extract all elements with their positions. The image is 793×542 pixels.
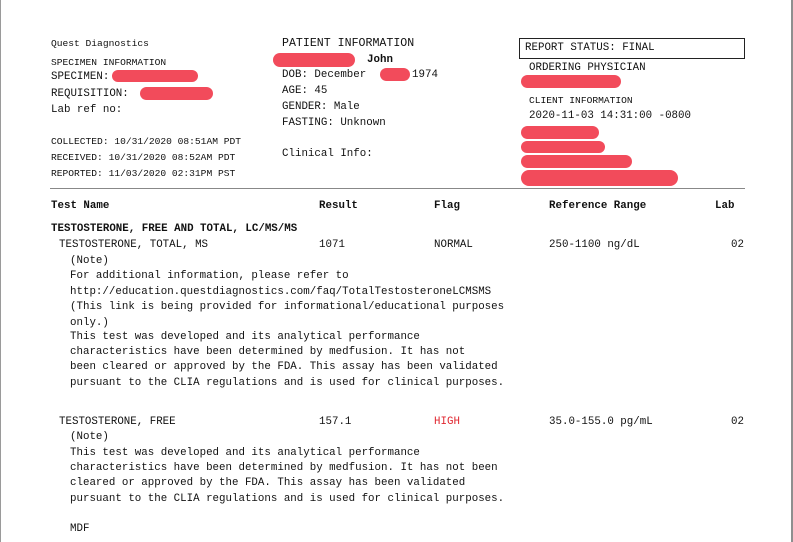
test-note-line: characteristics have been determined by medfusion. It has not [70, 346, 466, 358]
redaction-mark [521, 155, 632, 168]
test-note-line: For additional information, please refer to [70, 270, 349, 282]
collected-date: COLLECTED: 10/31/2020 08:51AM PDT [51, 136, 241, 147]
test-note-line: (Note) [70, 431, 109, 443]
test-note-link: http://education.questdiagnostics.com/faq/TotalTestosteroneLCMSMS [70, 286, 492, 298]
test-note-line: pursuant to the CLIA regulations and is used for clinical purposes. [70, 493, 505, 505]
redaction-mark [521, 75, 621, 88]
test-note-line: only.) [70, 317, 109, 329]
redaction-mark [521, 126, 599, 139]
redaction-mark [380, 68, 410, 81]
col-header-reference-range: Reference Range [549, 200, 647, 212]
test-result: 157.1 [319, 416, 352, 428]
report-timestamp: 2020-11-03 14:31:00 -0800 [529, 110, 691, 122]
test-lab-code: 02 [731, 239, 744, 251]
ordering-physician-label: ORDERING PHYSICIAN [529, 62, 646, 74]
test-note-line: been cleared or approved by the FDA. This assay has been validated [70, 361, 498, 373]
client-info-label: CLIENT INFORMATION [529, 95, 633, 106]
requisition-label: REQUISITION: [51, 88, 129, 100]
lab-ref-label: Lab ref no: [51, 104, 123, 116]
test-name: TESTOSTERONE, FREE [59, 416, 176, 428]
patient-age: AGE: 45 [282, 85, 328, 97]
test-note-line: This test was developed and its analytical performance [70, 331, 420, 343]
col-header-test-name: Test Name [51, 200, 110, 212]
received-date: RECEIVED: 10/31/2020 08:52AM PDT [51, 152, 236, 163]
test-note-line: cleared or approved by the FDA. This assay has been validated [70, 477, 466, 489]
patient-info-title: PATIENT INFORMATION [282, 37, 415, 50]
test-note-line: (Note) [70, 255, 109, 267]
redaction-mark [273, 53, 355, 67]
test-lab-code: 02 [731, 416, 744, 428]
patient-first-name: John [367, 54, 393, 66]
patient-dob-label: DOB: December [282, 69, 367, 81]
test-note-line: characteristics have been determined by medfusion. It has not been [70, 462, 498, 474]
test-note-line: This test was developed and its analytical performance [70, 447, 420, 459]
test-reference-range: 35.0-155.0 pg/mL [549, 416, 653, 428]
patient-gender: GENDER: Male [282, 101, 360, 113]
test-note-line: (This link is being provided for informational/educational purposes [70, 301, 505, 313]
redaction-mark [140, 87, 213, 100]
page-edge-left [0, 0, 1, 542]
col-header-result: Result [319, 200, 358, 212]
test-note-line: pursuant to the CLIA regulations and is used for clinical purposes. [70, 377, 505, 389]
col-header-lab: Lab [715, 200, 735, 212]
report-status: REPORT STATUS: FINAL [525, 42, 655, 54]
col-header-flag: Flag [434, 200, 460, 212]
test-name: TESTOSTERONE, TOTAL, MS [59, 239, 209, 251]
patient-fasting: FASTING: Unknown [282, 117, 386, 129]
reported-date: REPORTED: 11/03/2020 02:31PM PST [51, 168, 236, 179]
clinical-info-label: Clinical Info: [282, 148, 373, 160]
test-flag: NORMAL [434, 239, 473, 251]
specimen-info-title: SPECIMEN INFORMATION [51, 57, 167, 68]
lab-name: Quest Diagnostics [51, 38, 149, 49]
test-result: 1071 [319, 239, 345, 251]
patient-dob-year: 1974 [412, 69, 438, 81]
performing-lab-code: MDF [70, 523, 90, 535]
test-flag-high: HIGH [434, 416, 460, 428]
redaction-mark [521, 141, 605, 153]
header-divider [50, 188, 745, 189]
specimen-label: SPECIMEN: [51, 71, 110, 83]
test-reference-range: 250-1100 ng/dL [549, 239, 640, 251]
redaction-mark [112, 70, 198, 82]
panel-title: TESTOSTERONE, FREE AND TOTAL, LC/MS/MS [51, 223, 298, 235]
redaction-mark [521, 170, 678, 186]
